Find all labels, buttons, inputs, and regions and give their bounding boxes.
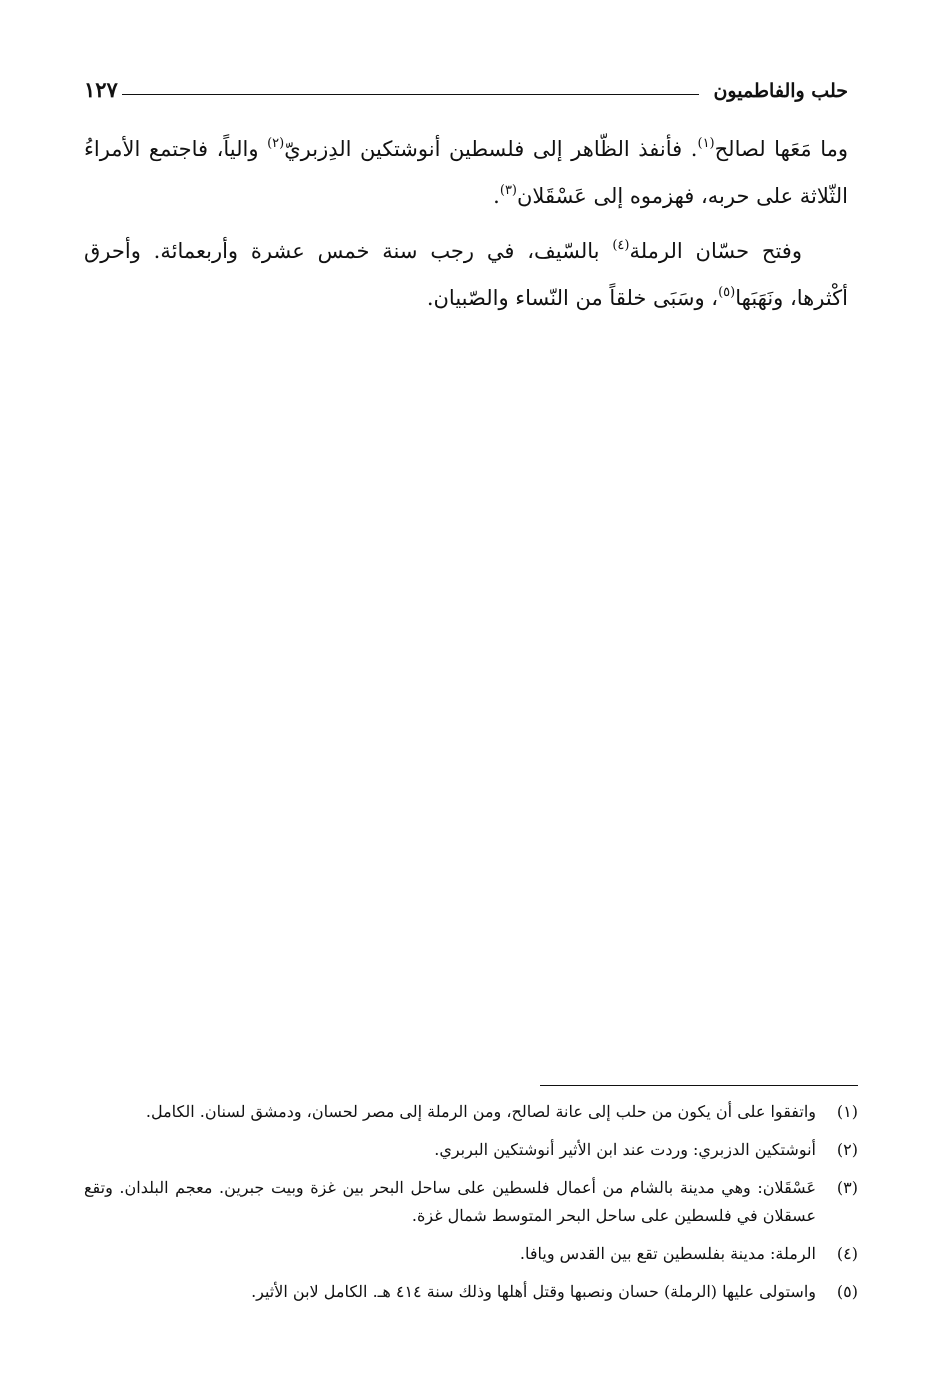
footnote-text: واستولى عليها (الرملة) حسان ونصبها وقتل أهلها وذلك سنة ٤١٤ هـ. الكامل لابن الأثير. [251,1282,816,1301]
footnote-4 [84,1240,858,1268]
header-rule [122,94,700,95]
footnote-ref-5: (٥) [718,285,736,300]
page-number: ١٢٧ [84,77,118,102]
text-segment: وما مَعَها لصالح [714,137,848,161]
text-segment: . [493,184,500,208]
footnote-number: (٢) [836,1140,858,1159]
footnotes [84,1098,858,1316]
footnote-separator [540,1085,858,1086]
running-header [84,70,848,102]
footnote-ref-2: (٢) [267,136,285,151]
footnote-number: (١) [836,1102,858,1121]
footnote-text: واتفقوا على أن يكون من حلب إلى عانة لصالح، ومن الرملة إلى مصر لحسان، ودمشق لسنان. الكامل. [145,1102,816,1121]
paragraph-2 [84,228,848,322]
footnote-1 [84,1098,858,1126]
paragraph-1 [84,126,848,220]
footnote-text: عَسْقَلان: وهي مدينة بالشام من أعمال فلسطين على ساحل البحر بين غزة وبيت جبرين. معجم البلدان. وتقع عسقلان في فلسطين على ساحل البحر المتوسط شمال غزة. [84,1178,816,1225]
text-segment: وفتح حسّان الرملة [629,239,802,263]
text-segment: . فأنفذ الظّاهر إلى فلسطين أنوشتكين الدِزبريّ [284,137,698,161]
footnote-number: (٣) [836,1178,858,1197]
running-title: حلب والفاطميون [713,80,848,102]
text-segment: ، وسَبَى خلقاً من النّساء والصّبيان. [426,286,719,310]
footnote-2 [84,1136,858,1164]
text-segment: والياً، فاجتمع الأمراءُ الثّلاثة على حربه، فهزموه إلى عَسْقَلان [84,137,848,208]
footnote-text: أنوشتكين الدزبري: وردت عند ابن الأثير أنوشتكين البربري. [434,1140,816,1159]
footnote-text: الرملة: مدينة بفلسطين تقع بين القدس ويافا. [519,1244,816,1263]
footnote-ref-3: (٣) [499,183,517,198]
footnote-5 [84,1278,858,1306]
footnote-3 [84,1174,858,1230]
footnote-number: (٥) [836,1282,858,1301]
main-text [84,126,848,330]
footnote-ref-1: (١) [697,136,715,151]
footnote-ref-4: (٤) [612,238,630,253]
text-segment: بالسّيف، في رجب سنة خمس عشرة وأربعمائة. وأحرق أكْثرها، ونَهَبَها [84,239,848,310]
footnote-number: (٤) [836,1244,858,1263]
